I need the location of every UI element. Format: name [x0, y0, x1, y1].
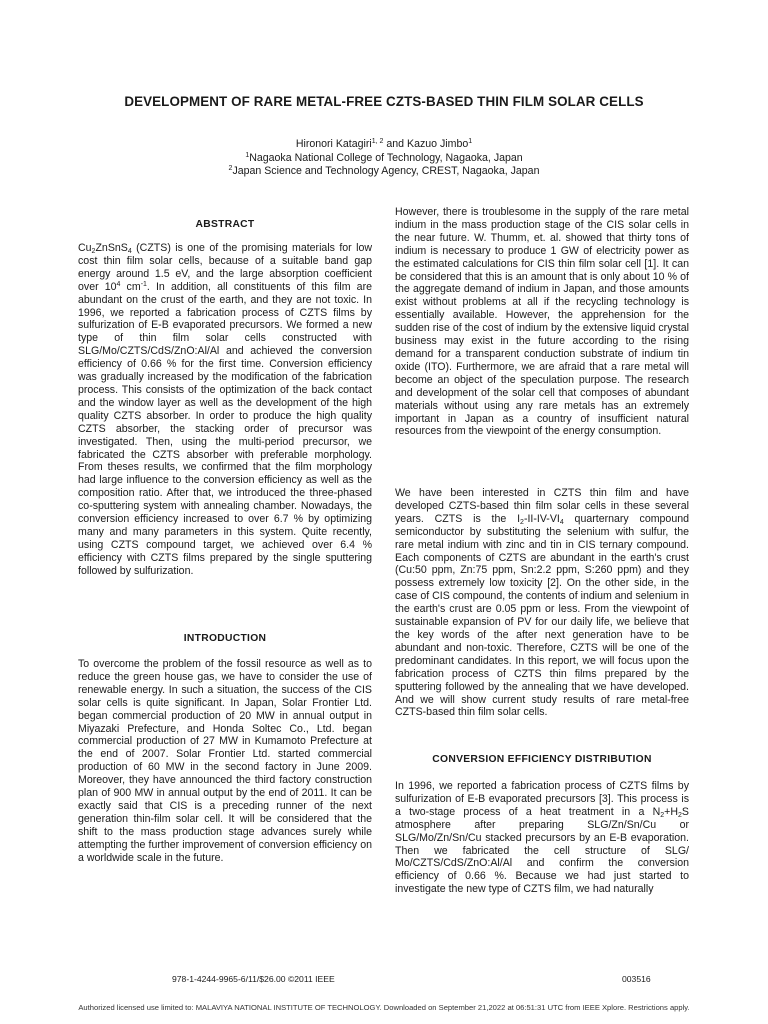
abstract-heading: ABSTRACT — [195, 219, 255, 230]
formula-znsns: ZnSnS — [95, 242, 128, 254]
paragraph-text: -II-IV-VI — [523, 512, 560, 525]
formula-sub: 2 — [660, 811, 665, 819]
affiliation-2 — [0, 165, 768, 179]
abstract-text: (CZTS) is one of the promising materials for low cost thin film solar cells, because of a suitable band gap energy around 1.5 eV, and the large absorption coefficient over 10 — [78, 242, 372, 293]
affiliation-1-text: Nagaoka National College of Technology, Nagaoka, Japan — [249, 151, 523, 164]
footer-isbn: 978-1-4244-9965-6/11/$26.00 ©2011 IEEE — [172, 974, 335, 984]
introduction-heading: INTRODUCTION — [183, 633, 267, 644]
introduction-text: To overcome the problem of the fossil resource as well as to reduce the green house gas, we have to consider the use of renewable energy. In such a situation, the success of the CIS solar cells is quite significant. In Japan, Solar Frontier Ltd. began commercial production of 20 MW in annual output in Miyazaki Prefecture, and Honda Soltec Co., Ltd. began commercial production of 27 MW in Kumamoto Prefecture at the end of 2007. Solar Frontier Ltd. started commercial production of 60 MW in the second factory in June 2009. Moreover, they have announced the third factory construction plan of 900 MW in annual output by the end of 2011. It can be exactly said that CIS is a preceding runner of the next generation thin-film solar cell. It will be considered that the shift to the mass production stage advances surely while attempting the further improvement of conversion efficiency on a worldwide scale in the future. — [78, 658, 372, 864]
paragraph-text: We have been interested in CZTS thin film and have developed CZTS-based thin film solar cells in these several years. CZTS is the I — [395, 487, 689, 525]
right-paragraph-3 — [395, 780, 689, 896]
right-paragraph-1-text: However, there is troublesome in the supply of the rare metal indium in the mass production stage of the CIS solar cells in the near future. W. Thumm, et. al. showed that thirty tons of indium is necessary to produce 1 GW of electricity power as the estimated calculations for CIS thin film solar cell [1]. It can be considered that this is an amount that is only about 10 % of the aggregate demand of indium in Japan, and those amounts exist without problems at all if the recycling technology is essentially available. However, the apprehension for the sudden rise of the cost of indium by the extensive liquid crystal business may exist in the future according to the rising demand for a transparent conduction substrate of indium tin oxide (ITO). Furthermore, we are afraid that a rare metal will become an object of the speculation purpose. The research and development of the solar cell that composes of abundant materials without using any rare metals has an extremely important in Japan as a country of insufficient natural resources from the viewpoint of the energy consumption. — [395, 206, 689, 438]
formula-sub: 2 — [520, 518, 524, 526]
introduction-paragraph — [78, 658, 372, 865]
abstract-text: cm — [120, 280, 141, 293]
paragraph-text: S atmosphere after preparing SLG/Zn/Sn/Cu or SLG/Mo/Zn/Sn/Cu stacked precursors by an E-B evaporation. Then we fabricated the cell structure of SLG/ Mo/CZTS/CdS/ZnO:Al/Al and confirm the conversion efficiency of 0.66 %. Because we had just started to investigate the new type of CZTS film, we had naturally — [395, 805, 689, 896]
exponent: 4 — [116, 280, 121, 288]
affiliation-1 — [0, 152, 768, 166]
abstract-paragraph — [78, 242, 372, 578]
author-block — [0, 138, 768, 179]
affiliation-2-mark: 2 — [228, 165, 233, 173]
affiliation-2-text: Japan Science and Technology Agency, CREST, Nagaoka, Japan — [232, 165, 540, 178]
conversion-heading: CONVERSION EFFICIENCY DISTRIBUTION — [432, 754, 652, 765]
formula-sub: 4 — [559, 518, 564, 526]
paragraph-text: In 1996, we reported a fabrication process of CZTS films by sulfurization of E-B evaporated precursors [3]. This process is a two-stage process of a heat treatment in a N — [395, 780, 689, 818]
author-name-2: and Kazuo Jimbo — [383, 138, 469, 150]
right-paragraph-1 — [395, 206, 689, 438]
paragraph-text: +H — [664, 805, 679, 818]
abstract-text: . In addition, all constituents of this film are abundant on the crust of the earth, and they are not toxic. In 1996, we reported a fabrication process of CZTS films by sulfurization of E-B evaporated precursors. We formed a new type of thin film solar cells constructed with SLG/Mo/CZTS/CdS/ZnO:Al/Al and achieved the conversion efficiency of 0.66 % for the first time. Conversion efficiency was gradually increased by the modification of the fabrication process. This consists of the optimization of the back contact and the window layer as well as the development of the high quality CZTS absorber. In order to produce the high quality CZTS absorber, the stacking order of precursor was investigated. Then, using the multi-period precursor, we fabricated the CZTS absorber with preferable morphology. From theses results, we confirmed that the film morphology had large influence to the conversion efficiency as well as the composition ratio. After that, we introduced the three-phased co-sputtering system with annealing chamber. Nowadays, the conversion efficiency increased to over 6.7 % by optimizing many and many parameters in this system. Quite recently, using CZTS compound target, we achieved over 6.4 % efficiency with CZTS films prepared by the single sputtering followed by sulfurization. — [78, 280, 372, 577]
paper-title: DEVELOPMENT OF RARE METAL-FREE CZTS-BASED THIN FILM SOLAR CELLS — [124, 94, 644, 109]
author-name-1: Hironori Katagiri — [295, 138, 372, 150]
exponent: -1 — [140, 280, 147, 288]
license-notice: Authorized licensed use limited to: MALAVIYA NATIONAL INSTITUTE OF TECHNOLOGY. Downloaded on September 21,2022 at 06:51:31 UTC from IEEE Xplore. Restrictions apply. — [78, 1003, 690, 1012]
affiliation-1-mark: 1 — [245, 151, 250, 159]
author-1-affiliation-mark: 1, 2 — [371, 138, 384, 145]
formula-sub: 4 — [127, 248, 132, 255]
formula-cu: Cu — [78, 242, 92, 254]
footer-page-number: 003516 — [622, 974, 651, 984]
author-line — [0, 138, 768, 152]
formula-sub: 2 — [91, 248, 96, 255]
author-2-affiliation-mark: 1 — [468, 138, 473, 145]
formula-sub: 2 — [678, 811, 682, 819]
right-paragraph-2 — [395, 487, 689, 719]
paragraph-text: quarternary compound semiconductor by substituting the selenium with sulfur, the rare metal indium with zinc and tin in CIS ternary compound. Each components of CZTS are abundant in the earth's crust (Cu:50 ppm, Zn:75 ppm, Sn:2.2 ppm, S:260 ppm) and they possess extremely low toxicity [2]. On the other side, in the case of CIS compound, the contents of indium and selenium in the earth's crust are 0.05 ppm or less. From the viewpoint of sustainable expansion of PV for our daily life, we believe that the key words of the after next generation have to be abundant and non-toxic. Therefore, CZTS will be one of the predominant candidates. In this report, we will focus upon the fabrication process of CZTS thin films prepared by the sputtering followed by the annealing that we have developed. And we will show current study results of rare metal-free CZTS-based thin film solar cells. — [395, 512, 689, 719]
